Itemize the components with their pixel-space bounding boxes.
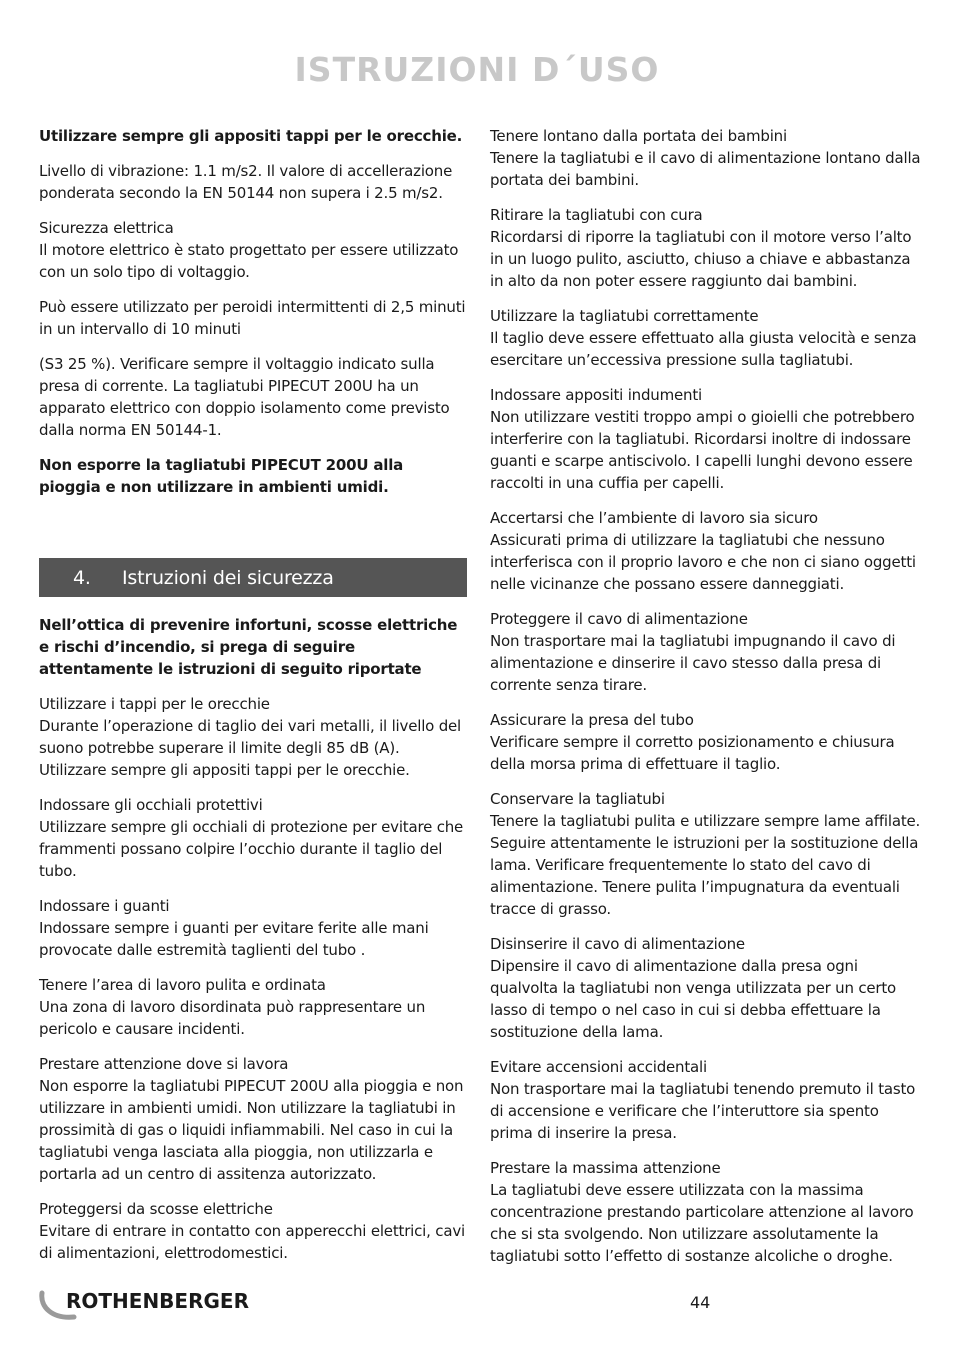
- safety-item: [490, 788, 922, 920]
- safety-item: [39, 693, 467, 781]
- safety-intro: Nell’ottica di prevenire infortuni, scosse elettriche e rischi d’incendio, si prega di seguire attentamente le istruzioni di seguito riportate: [39, 616, 458, 678]
- section-title: Istruzioni dei sicurezza: [122, 566, 334, 589]
- safety-item-text: Non utilizzare vestiti troppo ampi o gioielli che potrebbero interferire con la tagliatubi. Ricordarsi inoltre di indossare guanti e scarpe antiscivolo. I capelli lunghi devono essere raccolti in una cuffia per capelli.: [490, 408, 915, 492]
- safety-item-text: Evitare di entrare in contatto con apperecchi elettrici, cavi di alimentazioni, elettrodomestici.: [39, 1222, 465, 1262]
- safety-item-title: Indossare appositi indumenti: [490, 386, 702, 404]
- safety-item: [39, 974, 467, 1040]
- safety-item: [39, 794, 467, 882]
- section-heading: [39, 558, 467, 597]
- safety-item-text: Il taglio deve essere effettuato alla giusta velocità e senza esercitare un’eccessiva pressione sulla tagliatubi.: [490, 329, 917, 369]
- page-title: ISTRUZIONI D´USO: [294, 50, 660, 89]
- safety-item-title: Indossare gli occhiali protettivi: [39, 796, 263, 814]
- safety-item-title: Prestare attenzione dove si lavora: [39, 1055, 289, 1073]
- electrical-safety-title: Sicurezza elettrica: [39, 219, 174, 237]
- safety-item: [490, 384, 922, 494]
- ear-plugs-note: Utilizzare sempre gli appositi tappi per le orecchie.: [39, 127, 463, 145]
- safety-item-title: Tenere lontano dalla portata dei bambini: [490, 127, 787, 145]
- safety-item-text: Ricordarsi di riporre la tagliatubi con il motore verso l’alto in un luogo pulito, asciutto, chiuso a chiave e abbastanza in alto da non poter essere raggiunto dai bambini.: [490, 228, 912, 290]
- left-column: [39, 125, 467, 1277]
- safety-item: [490, 507, 922, 595]
- electrical-safety-block: [39, 217, 467, 283]
- safety-item-title: Assicurare la presa del tubo: [490, 711, 694, 729]
- safety-item-text: Tenere la tagliatubi e il cavo di alimentazione lontano dalla portata dei bambini.: [490, 149, 921, 189]
- safety-item-title: Evitare accensioni accidentali: [490, 1058, 707, 1076]
- section-number: 4.: [73, 566, 91, 589]
- rain-warning: Non esporre la tagliatubi PIPECUT 200U alla pioggia e non utilizzare in ambienti umidi.: [39, 456, 404, 496]
- safety-item: [490, 305, 922, 371]
- safety-item-text: La tagliatubi deve essere utilizzata con la massima concentrazione prestando particolare attenzione al lavoro che si sta svolgendo. Non utilizzare assolutamente la tagliatubi sotto l’effetto di sostanze alcoliche o droghe.: [490, 1181, 914, 1265]
- safety-item-text: Tenere la tagliatubi pulita e utilizzare sempre lame affilate. Seguire attentamente le istruzioni per la sostituzione della lama. Verificare frequentemente lo stato del cavo di alimentazione. Tenere pulita l’impugnatura da eventuali tracce di grasso.: [490, 812, 921, 918]
- safety-item: [490, 709, 922, 775]
- page-number: 44: [690, 1293, 711, 1312]
- safety-item-title: Accertarsi che l’ambiente di lavoro sia sicuro: [490, 509, 818, 527]
- safety-item-text: Assicurati prima di utilizzare la tagliatubi che nessuno interferisca con il proprio lavoro e che non ci siano oggetti nelle vicinanze che possano essere danneggiati.: [490, 531, 916, 593]
- safety-item: [490, 608, 922, 696]
- safety-item-title: Utilizzare la tagliatubi correttamente: [490, 307, 759, 325]
- safety-item: [490, 125, 922, 191]
- electrical-safety-text: Il motore elettrico è stato progettato per essere utilizzato con un solo tipo di voltaggio.: [39, 241, 459, 281]
- safety-item-title: Utilizzare i tappi per le orecchie: [39, 695, 270, 713]
- safety-item-text: Utilizzare sempre gli occhiali di protezione per evitare che frammenti possano colpire l’occhio durante il taglio del tubo.: [39, 818, 464, 880]
- safety-item: [490, 204, 922, 292]
- safety-item: [39, 1053, 467, 1185]
- safety-item-text: Non esporre la tagliatubi PIPECUT 200U alla pioggia e non utilizzare in ambienti umidi. Non utilizzare la tagliatubi in prossimità di gas o liquidi infiammabili. Nel caso in cui la tagliatubi venga lasciata alla pioggia, non utilizzarla e portarla ad un centro di assitenza autorizzato.: [39, 1077, 464, 1183]
- safety-item: [490, 1056, 922, 1144]
- safety-item: [490, 933, 922, 1043]
- safety-item-text: Indossare sempre i guanti per evitare ferite alle mani provocate dalle estremità taglienti del tubo .: [39, 919, 429, 959]
- brand-name: ROTHENBERGER: [66, 1289, 249, 1313]
- voltage-text: (S3 25 %). Verificare sempre il voltaggio indicato sulla presa di corrente. La tagliatubi PIPECUT 200U ha un apparato elettrico con doppio isolamento come previsto dalla norma EN 50144-1.: [39, 355, 450, 439]
- safety-item-title: Indossare i guanti: [39, 897, 170, 915]
- safety-item-title: Proteggere il cavo di alimentazione: [490, 610, 748, 628]
- safety-item-text: Dipensire il cavo di alimentazione dalla presa ogni qualvolta la tagliatubi non venga utilizzata per un certo lasso di tempo o nel caso in cui si debba effettuare la sostituzione della lama.: [490, 957, 897, 1041]
- safety-item: [490, 1157, 922, 1267]
- safety-item: [39, 1198, 467, 1264]
- safety-item-title: Prestare la massima attenzione: [490, 1159, 721, 1177]
- safety-item-title: Proteggersi da scosse elettriche: [39, 1200, 273, 1218]
- safety-item-title: Ritirare la tagliatubi con cura: [490, 206, 703, 224]
- safety-item-text: Durante l’operazione di taglio dei vari metalli, il livello del suono potrebbe superare il limite degli 85 dB (A). Utilizzare sempre gli appositi tappi per le orecchie.: [39, 717, 462, 779]
- safety-item-text: Una zona di lavoro disordinata può rappresentare un pericolo e causare incidenti.: [39, 998, 426, 1038]
- intermittent-use-text: Può essere utilizzato per peroidi intermittenti di 2,5 minuti in un intervallo di 10 minuti: [39, 298, 466, 338]
- safety-item-title: Disinserire il cavo di alimentazione: [490, 935, 745, 953]
- safety-item-title: Tenere l’area di lavoro pulita e ordinata: [39, 976, 326, 994]
- vibration-level: Livello di vibrazione: 1.1 m/s2. Il valore di accellerazione ponderata secondo la EN 50144 non supera i 2.5 m/s2.: [39, 162, 453, 202]
- safety-item-title: Conservare la tagliatubi: [490, 790, 665, 808]
- rothenberger-logo: [38, 1287, 249, 1321]
- safety-item-text: Non trasportare mai la tagliatubi impugnando il cavo di alimentazione e dinserire il cavo stesso dalla presa di corrente senza tirare.: [490, 632, 896, 694]
- safety-item: [39, 895, 467, 961]
- safety-item-text: Non trasportare mai la tagliatubi tenendo premuto il tasto di accensione e verificare che l’interuttore sia spento prima di inserire la presa.: [490, 1080, 916, 1142]
- safety-item-text: Verificare sempre il corretto posizionamento e chiusura della morsa prima di effettuare il taglio.: [490, 733, 895, 773]
- right-column: [490, 125, 922, 1280]
